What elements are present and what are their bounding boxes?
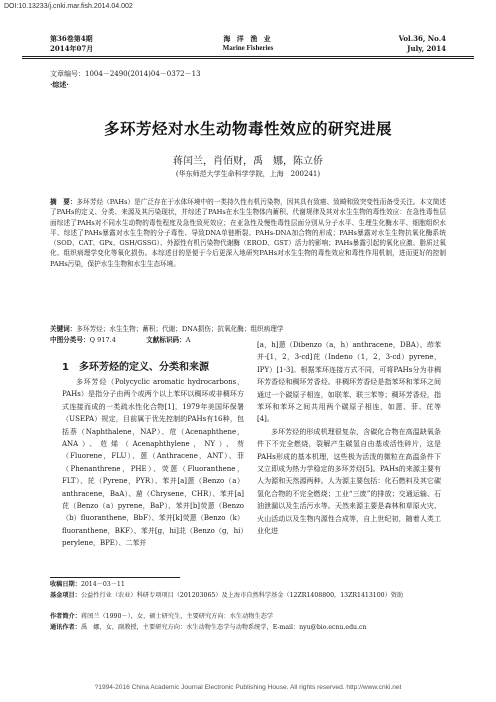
- doi-line: DOI:10.13233/j.cnki.mar.fish.2014.04.002: [4, 3, 133, 10]
- keywords-text: 多环芳烃；水生生物；蓄积；代谢；DNA损伤；抗氧化酶；组织病理学: [76, 325, 284, 333]
- doc-code-label: 文献标识码：: [146, 336, 186, 344]
- received-date: [50, 580, 450, 589]
- article-number: 文章编号：1004－2490(2014)04－0372－13: [50, 70, 201, 78]
- received-value: 2014－03－11: [80, 581, 125, 588]
- header-rule-top: [22, 56, 474, 57]
- abstract-label: 摘 要：: [50, 198, 77, 206]
- journal-title-cn: 海 洋 渔 业: [223, 34, 273, 43]
- right-column: [257, 339, 441, 538]
- paper-title: 多环芳烃对水生动物毒性效应的研究进展: [103, 120, 392, 138]
- volume-en: Vol.36, No.4: [398, 34, 446, 43]
- article-type: ·综述·: [50, 80, 69, 89]
- section-heading: 1 多环芳烃的定义、分类和来源: [62, 362, 209, 373]
- author-list: 蒋闰兰，肖佰财，禹 娜，陈立侨: [173, 156, 323, 167]
- fund-label: 基金项目：: [50, 592, 81, 599]
- corresponding-value: 禹 娜，女，副教授，主要研究方向：水生动物生态学与动物系统学，E-mail：nyu@bio.ecnu.edu.cn: [80, 624, 367, 631]
- doc-code: A: [185, 336, 191, 344]
- received-label: 收稿日期：: [50, 581, 81, 588]
- corresponding-label: 通讯作者：: [50, 624, 81, 631]
- fund-info: [50, 591, 450, 600]
- copyright-footer: ?1994-2016 China Academic Journal Electronic Publishing House. All rights reserved. http://www.cnki.net: [94, 684, 402, 691]
- clc-label: 中图分类号：: [50, 336, 90, 344]
- right-paragraph-1: [a，h]蒽（Dibenzo（a，h）anthracene，DBA）、茚苯并-[1，2，3-cd]芘（Indeno（1，2，3-cd）pyrene，IPY）[1-3]。根据苯环连接方式不同，可将PAHs分为非稠环芳香烃和稠环芳香烃。非稠环芳香烃是指苯环和苯环之间通过一个碳原子相连，如联苯、联三苯等；稠环芳香烃，指苯环和苯环之间共用两个碳原子相连，如蒽、菲、芘等[4]。: [257, 341, 441, 424]
- corresponding-author: [50, 623, 450, 632]
- date-cn: 2014年07月: [50, 44, 94, 53]
- affiliation: (华东师范大学生命科学学院，上海 200241): [175, 170, 321, 178]
- footnote-rule: [50, 577, 180, 578]
- abstract: [50, 197, 446, 269]
- left-paragraph: 多环芳烃（Polycyclic aromatic hydrocarbons，PAHs）是指分子由两个或两个以上苯环以稠环或非稠环方式连接而成的一类疏水性化合物[1]，1979年美国环保署（USEPA）规定，目前属于优先控制的PAHs有16种，包括萘（Naphthalene，NAP）、苊（Acenaphthene，ANA）、苊烯（Acenaphthylene，NY）、芴（Fluorene，FLU）、蒽（Anthracene，ANT）、菲（Phenanthrene，PHE）、荧蒽（Fluoranthene，FLT）、芘（Pyrene，PYR）、苯并[a]蒽（Benzo（a）anthracene，BaA）、䓛（Chrysene，CHR）、苯并[a]芘（Benzo（a）pyrene，BaP）、苯并[b]荧蒽（Benzo（b）fluoranthene，BbF）、苯并[k]荧蒽（Benzo（k）fluoranthene，BKF）、苯并[g，hi]苝（Benzo（g，hi）perylene，BPE）、二苯并: [62, 378, 244, 548]
- author-bio: [50, 612, 450, 621]
- keywords-label: 关键词：: [50, 325, 77, 333]
- date-en: July, 2014: [407, 44, 446, 53]
- clc-code: Q 917.4: [89, 336, 116, 344]
- abstract-text: 多环芳烃（PAHs）是广泛存在于水体环境中的一类持久性有机污染物，因其具有致癌、致畸和致突变性而备受关注。本文简述了PAHs的定义、分类、来源及其污染现状，并综述了PAHs在水生生物体内蓄积、代谢规律及其对水生生物的毒性效应：在急性毒性层面综述了PAHs对不同水生动物的毒性程度及急性致死效应；在亚急性及慢性毒性层面分别从分子水平、生理生化酶水平、细胞组织水平、综述了PAHs暴露对水生生物的分子毒性、导致DNA单链断裂、PAHs-DNA加合物的形成；PAHs暴露对水生生物抗氧化酶系统（SOD、CAT、GPx、GSH/GSSG）、外源性有机污染物代谢酶（EROD、GST）活力的影响；PAHs暴露引起的氧化应激、脂质过氧化、组织病理学变化等氧化损伤。本综述目的是便于今后更深入地研究PAHs对水生生物的毒性效应和毒性作用机制，进而更好的控制PAHs污染，保护水生生物和水生生态环境。: [50, 198, 446, 268]
- author-bio-label: 作者简介：: [50, 613, 81, 620]
- left-column: [62, 376, 244, 550]
- volume-cn: 第36卷第4期: [50, 34, 93, 43]
- right-paragraph-2: 多环芳烃的形成机理很复杂，含碳化合物在高温缺氧条件下不完全燃烧，裂解产生碳氢自由基或活性碎片，这是PAHs形成的基本机理，这些极为活泼的微粒在高温条件下又立即成为热力学稳定的多环芳烃[5]。PAHs的来源主要有人为源和天然源两种。人为源主要包括：化石燃料及其它碳氢化合物的不完全燃烧；工业“三废”的排放；交通运输、石油泄漏以及生活污水等。天然来源主要是森林和草原火灾、火山活动以及生物内源性合成等，自上世纪初，随着人类工业化进: [257, 427, 441, 536]
- fund-value: 公益性行业（农业）科研专项项目（201203065）及上海市自然科学基金（12ZR1408800，13ZR1413100）资助: [80, 592, 404, 599]
- author-bio-value: 蒋闰兰（1990－），女，硕士研究生，主要研究方向：水生动物生态学: [80, 613, 274, 620]
- journal-title-en: Marine Fisheries: [222, 44, 274, 52]
- header-rule-bottom: [22, 58, 474, 59]
- keywords: [50, 324, 446, 334]
